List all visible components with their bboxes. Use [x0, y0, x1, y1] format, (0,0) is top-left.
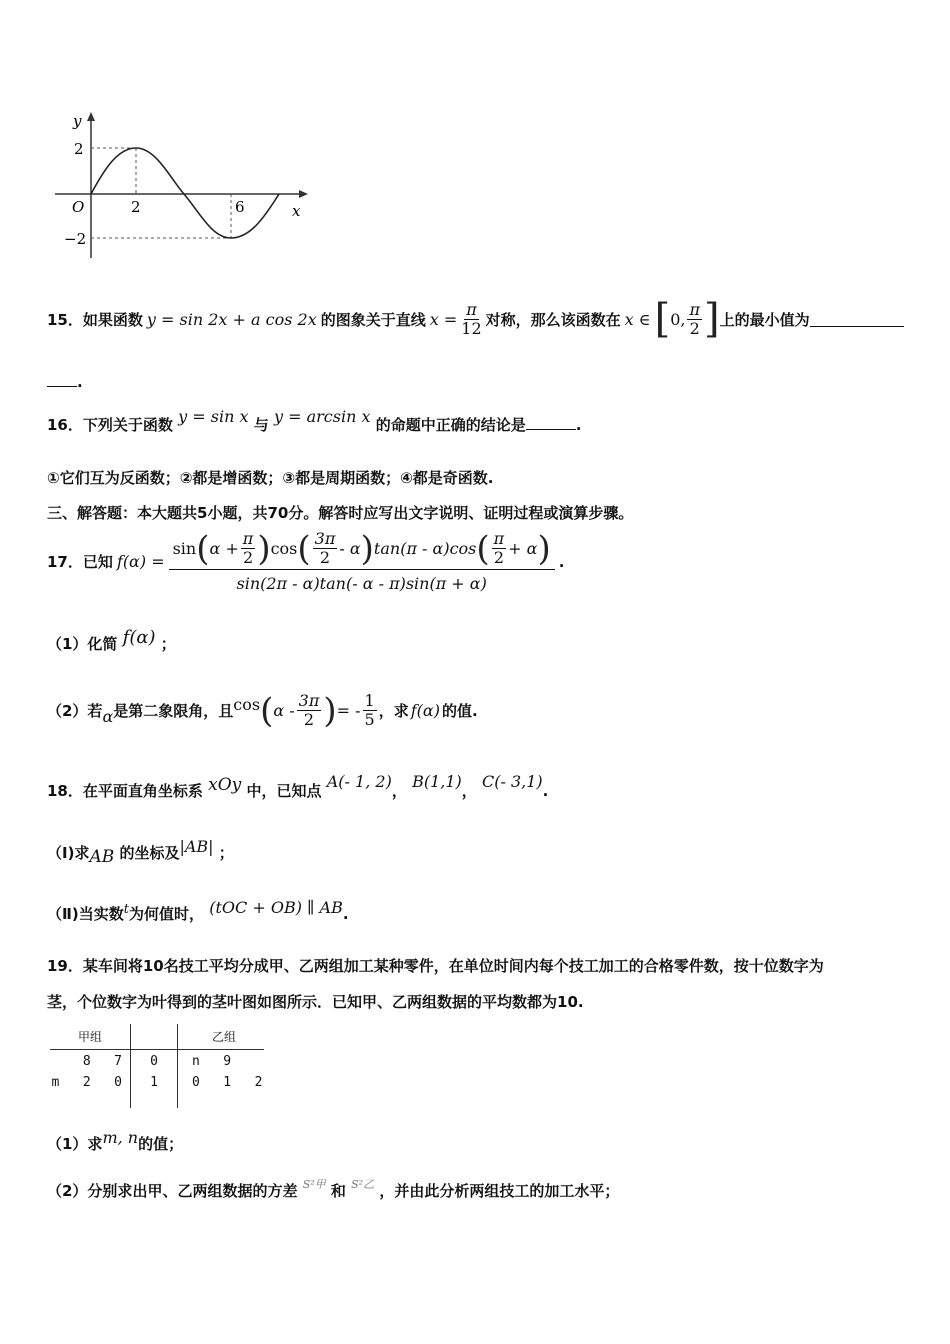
q17-end: .: [558, 552, 565, 571]
q17-p1-end: ；: [160, 635, 176, 653]
paren: (: [476, 528, 490, 569]
q16-options: ①它们互为反函数；②都是增函数；③都是周期函数；④都是奇函数.: [47, 469, 494, 487]
q18-end: .: [542, 782, 549, 800]
x-tick-6-label: 6: [235, 198, 245, 216]
question-18: [47, 772, 549, 801]
q18-point-a: A(- 1, 2): [326, 772, 392, 791]
row1-stem: 0: [131, 1050, 178, 1072]
q17-p2-2: 2: [303, 710, 315, 729]
q17-p2-alpha-minus: α -: [273, 701, 295, 720]
paren: (: [297, 528, 311, 569]
q15-bracket-left: [: [654, 296, 671, 342]
q17-3pi: 3π: [314, 529, 336, 548]
q17-numerator: [169, 530, 555, 570]
q18-p1-text: 的坐标及: [119, 844, 180, 862]
q19-part-2: [47, 1180, 619, 1201]
q18-p2-label: （Ⅱ)当实数: [47, 905, 124, 923]
q15-line-lhs: x =: [429, 309, 458, 329]
y-min-label: −2: [64, 230, 87, 248]
q19-number: 19．: [47, 957, 83, 975]
q18-point-c: C(- 3,1): [482, 772, 543, 791]
q17-text-1: 已知: [82, 553, 113, 571]
sine-graph: [50, 108, 320, 268]
q18-part-2: [47, 898, 349, 924]
header-gap-1: [131, 1024, 178, 1050]
q18-coordinate-system: xOy: [208, 775, 242, 795]
q15-answer-blank[interactable]: [810, 312, 904, 327]
q17-num-alpha-1: α +: [209, 539, 239, 558]
q15-interval-zero: 0,: [670, 309, 686, 329]
paren: (: [260, 690, 274, 731]
y-axis-arrow: [87, 112, 95, 121]
row2-right: 0 1 2: [192, 1075, 263, 1090]
q15-line-den: 12: [461, 318, 482, 338]
q18-p1-label: （Ⅰ)求: [47, 844, 90, 862]
q16-end: .: [575, 416, 582, 434]
q17-num-frac-3: [492, 530, 507, 567]
question-17: [47, 530, 564, 593]
q18-p2-text: 为何值时，: [128, 905, 204, 923]
q17-part-1: [47, 627, 176, 654]
q16-function-1: y = sin x: [178, 407, 249, 426]
q18-text-1: 在平面直角坐标系: [82, 782, 203, 800]
q17-num-tan: tan(π - α)cos: [373, 539, 477, 558]
stem-leaf-header: [50, 1024, 264, 1050]
q17-p2-frac-1: [297, 692, 322, 729]
origin-label: O: [72, 198, 85, 216]
q19-p1-text: 的值；: [138, 1135, 184, 1153]
q19-text-1: 某车间将10名技工平均分成甲、乙两组加工某种零件，在单位时间内每个技工加工的合格零件数，按十位数字为: [82, 957, 824, 975]
q17-p2-text-2: ，求: [378, 702, 409, 720]
q19-variance-yi: S²乙: [351, 1178, 375, 1191]
question-15: [47, 296, 904, 342]
q19-p2-text: ，并由此分析两组技工的加工水平；: [379, 1182, 620, 1200]
q16-function-2: y = arcsin x: [273, 407, 371, 426]
question-16: [47, 407, 582, 435]
q15-line-fraction: [459, 301, 483, 338]
q19-p1-vars: m, n: [102, 1128, 139, 1147]
paren: ): [360, 528, 374, 569]
paren: ): [323, 690, 337, 731]
q18-text-2: 中，已知点: [246, 782, 322, 800]
q18-p1-vector: AB: [89, 847, 115, 867]
q18-p2-end: .: [342, 905, 349, 923]
q17-pi-3: π: [493, 529, 505, 548]
y-max-label: 2: [74, 140, 84, 158]
q17-part-2: [47, 692, 478, 729]
q17-p2-eq: = -: [336, 701, 361, 720]
q17-two-1: 2: [242, 548, 254, 567]
q17-p2-3pi: 3π: [298, 691, 320, 710]
q19-and: 和: [330, 1182, 346, 1200]
section-3-heading: 三、解答题：本大题共5小题，共70分。解答时应写出文字说明、证明过程或演算步骤。: [47, 504, 634, 522]
q16-answer-blank[interactable]: [526, 415, 576, 430]
row2-stem: 1: [131, 1071, 178, 1108]
q18-number: 18．: [47, 782, 83, 800]
q17-num-cos: cos: [270, 539, 298, 558]
q18-comma-2: ，: [461, 782, 477, 800]
x-tick-2-label: 2: [131, 198, 141, 216]
q15-interval-num: π: [689, 299, 700, 319]
q17-p1-label: （1）化简: [47, 635, 118, 653]
q18-p1-abs: |AB|: [179, 837, 214, 856]
header-jia: 甲组: [50, 1024, 131, 1050]
stem-leaf-table: [50, 1024, 264, 1108]
q15-interval-lhs: x ∈: [624, 309, 651, 329]
q15-text-1: 如果函数: [82, 310, 143, 329]
q17-pi-1: π: [242, 529, 254, 548]
q19-p1-label: （1）求: [47, 1135, 103, 1153]
q16-text-2: 与: [253, 416, 269, 434]
q15-function: y = sin 2x + a cos 2x: [146, 309, 317, 329]
question-19-line-2: 茎，个位数字为叶得到的茎叶图如图所示．已知甲、乙两组数据的平均数都为10.: [47, 993, 584, 1011]
q17-lhs: f(α) =: [116, 552, 165, 571]
q18-comma-1: ，: [391, 782, 407, 800]
q17-p2-text-1: 是第二象限角，且: [113, 702, 234, 720]
q19-p2-label: （2）分别求出甲、乙两组数据的方差: [47, 1182, 298, 1200]
q17-p2-5: 5: [364, 710, 375, 729]
q17-denominator: sin(2π - α)tan(- α - π)sin(π + α): [236, 574, 487, 593]
q17-p2-f: f(α): [410, 701, 440, 720]
q15-text-2: 的图象关于直线: [320, 310, 426, 329]
q17-p1-expr: f(α): [122, 627, 156, 648]
y-axis-label: y: [73, 112, 82, 130]
q17-big-fraction: [169, 530, 555, 593]
q15-answer-blank-2[interactable]: [47, 372, 77, 387]
q17-two-3: 2: [493, 548, 504, 567]
q17-p2-1: 1: [364, 691, 375, 710]
x-axis-label: x: [292, 202, 301, 220]
q19-part-1: [47, 1128, 184, 1154]
stem-leaf-row: [50, 1050, 264, 1072]
q17-minus-alpha: - α: [339, 539, 361, 558]
q19-variance-jia: S²甲: [302, 1178, 326, 1191]
stem-leaf-row: [50, 1071, 264, 1108]
q18-part-1: [47, 837, 234, 867]
q17-num-sin: sin: [172, 539, 197, 558]
q15-interval-fraction: [687, 301, 702, 338]
paren: (: [196, 528, 210, 569]
paren: ): [257, 528, 271, 569]
stem-leaf-plot: [50, 1024, 264, 1108]
q17-num-frac-1: [241, 530, 256, 567]
paren: ): [537, 528, 551, 569]
question-19-line-1: [47, 955, 824, 976]
q17-p2-frac-2: [363, 692, 377, 729]
q18-point-b: B(1,1): [412, 772, 462, 791]
q15-text-4: 上的最小值为: [719, 310, 810, 329]
q15-bracket-right: ]: [703, 296, 720, 342]
q15-end: .: [77, 373, 83, 391]
x-axis-arrow: [299, 190, 308, 198]
q17-two-2: 2: [319, 548, 331, 567]
q17-num-frac-2: [313, 530, 338, 567]
q16-number: 16．: [47, 416, 83, 434]
q15-number: 15．: [47, 310, 83, 329]
q18-p1-end: ；: [218, 844, 234, 862]
q16-text-1: 下列关于函数: [82, 416, 173, 434]
q15-continuation: [47, 372, 83, 391]
q18-p2-t: t: [123, 902, 129, 917]
q17-p2-alpha: α: [102, 707, 114, 726]
q17-p2-label: （2）若: [47, 702, 103, 720]
q16-text-3: 的命题中正确的结论是: [375, 416, 526, 434]
q17-plus-alpha: + α: [508, 539, 538, 558]
q17-p2-text-3: 的值.: [441, 702, 478, 720]
header-yi: 乙组: [184, 1024, 264, 1050]
q17-p2-cos: cos: [233, 695, 261, 714]
sine-curve: [91, 148, 279, 238]
row1-left: 8 7: [82, 1054, 122, 1069]
q15-interval-den: 2: [689, 318, 700, 338]
q15-line-num: π: [466, 299, 477, 319]
q15-text-3: 对称，那么该函数在: [485, 310, 621, 329]
row1-right: n 9: [192, 1054, 232, 1069]
q17-number: 17．: [47, 553, 83, 571]
q18-p2-expr: (tOC + OB) ∥ AB: [209, 898, 343, 917]
row2-left: m 2 0: [51, 1075, 122, 1090]
